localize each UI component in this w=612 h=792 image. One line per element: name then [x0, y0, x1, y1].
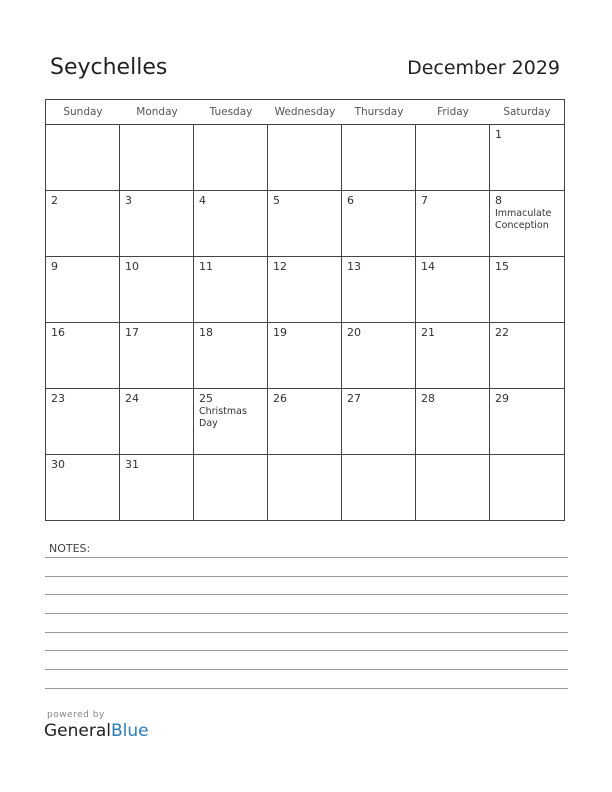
day-number: 12 — [273, 260, 287, 273]
note-line — [45, 632, 568, 633]
day-number: 25 — [199, 392, 213, 405]
powered-by-text: powered by — [47, 710, 105, 720]
day-number: 5 — [273, 194, 280, 207]
day-number: 19 — [273, 326, 287, 339]
day-cell — [490, 455, 564, 520]
day-number: 16 — [51, 326, 65, 339]
weekday-sunday: Sunday — [63, 106, 103, 118]
day-number: 8 — [495, 194, 502, 207]
day-cell — [416, 455, 490, 520]
generalblue-logo — [44, 721, 149, 741]
week-row-6 — [46, 455, 564, 520]
day-cell — [416, 389, 490, 454]
day-number: 22 — [495, 326, 509, 339]
day-cell — [46, 125, 120, 190]
day-cell — [268, 323, 342, 388]
day-number: 11 — [199, 260, 213, 273]
note-line — [45, 669, 568, 670]
weekday-friday: Friday — [437, 106, 469, 118]
day-number: 24 — [125, 392, 139, 405]
day-cell — [120, 125, 194, 190]
day-cell — [120, 191, 194, 256]
day-number: 14 — [421, 260, 435, 273]
day-cell — [46, 389, 120, 454]
day-cell — [490, 257, 564, 322]
note-line — [45, 576, 568, 577]
week-row-2 — [46, 191, 564, 257]
day-cell — [490, 191, 564, 256]
day-number: 17 — [125, 326, 139, 339]
day-cell — [268, 389, 342, 454]
day-cell — [46, 257, 120, 322]
day-cell — [490, 389, 564, 454]
day-cell — [342, 455, 416, 520]
day-cell — [194, 125, 268, 190]
day-number: 10 — [125, 260, 139, 273]
day-cell — [46, 455, 120, 520]
day-cell — [416, 125, 490, 190]
day-number: 6 — [347, 194, 354, 207]
day-number: 9 — [51, 260, 58, 273]
day-number: 29 — [495, 392, 509, 405]
day-cell — [268, 455, 342, 520]
day-cell — [46, 191, 120, 256]
day-cell — [120, 455, 194, 520]
day-cell — [194, 257, 268, 322]
note-line — [45, 594, 568, 595]
note-line — [45, 650, 568, 651]
day-cell — [342, 125, 416, 190]
day-cell — [490, 125, 564, 190]
day-cell — [120, 389, 194, 454]
country-title: Seychelles — [50, 55, 168, 80]
day-cell — [416, 323, 490, 388]
day-number: 13 — [347, 260, 361, 273]
notes-label: NOTES: — [49, 542, 91, 555]
day-number: 21 — [421, 326, 435, 339]
day-number: 20 — [347, 326, 361, 339]
note-line — [45, 688, 568, 689]
day-number: 3 — [125, 194, 132, 207]
day-number: 18 — [199, 326, 213, 339]
weekday-tuesday: Tuesday — [209, 106, 253, 118]
day-number: 15 — [495, 260, 509, 273]
logo-general-text: General — [44, 721, 111, 741]
day-cell — [342, 191, 416, 256]
day-cell — [342, 389, 416, 454]
day-number: 28 — [421, 392, 435, 405]
day-cell — [490, 323, 564, 388]
holiday-label: Immaculate Conception — [495, 208, 552, 231]
week-row-5 — [46, 389, 564, 455]
day-number: 7 — [421, 194, 428, 207]
month-year-title: December 2029 — [407, 57, 560, 79]
day-cell — [268, 125, 342, 190]
weekday-saturday: Saturday — [503, 106, 551, 118]
week-row-4 — [46, 323, 564, 389]
weekday-monday: Monday — [136, 106, 178, 118]
day-cell — [194, 455, 268, 520]
day-cell — [416, 191, 490, 256]
calendar-grid — [45, 99, 565, 521]
note-line — [45, 557, 568, 558]
day-cell — [46, 323, 120, 388]
day-cell — [416, 257, 490, 322]
day-number: 26 — [273, 392, 287, 405]
day-number: 23 — [51, 392, 65, 405]
week-row-3 — [46, 257, 564, 323]
day-cell — [342, 257, 416, 322]
day-number: 1 — [495, 128, 502, 141]
day-cell — [194, 191, 268, 256]
day-number: 27 — [347, 392, 361, 405]
day-number: 30 — [51, 458, 65, 471]
day-cell — [268, 257, 342, 322]
holiday-label: Christmas Day — [199, 406, 247, 429]
logo-blue-text: Blue — [111, 721, 149, 741]
weekday-header-row — [46, 100, 564, 125]
day-number: 31 — [125, 458, 139, 471]
weekday-thursday: Thursday — [354, 106, 404, 118]
day-cell — [194, 323, 268, 388]
note-line — [45, 613, 568, 614]
week-row-1 — [46, 125, 564, 191]
weekday-wednesday: Wednesday — [274, 106, 336, 118]
day-cell — [268, 191, 342, 256]
day-cell — [120, 257, 194, 322]
day-number: 4 — [199, 194, 206, 207]
day-cell — [194, 389, 268, 454]
day-cell — [120, 323, 194, 388]
day-number: 2 — [51, 194, 58, 207]
day-cell — [342, 323, 416, 388]
